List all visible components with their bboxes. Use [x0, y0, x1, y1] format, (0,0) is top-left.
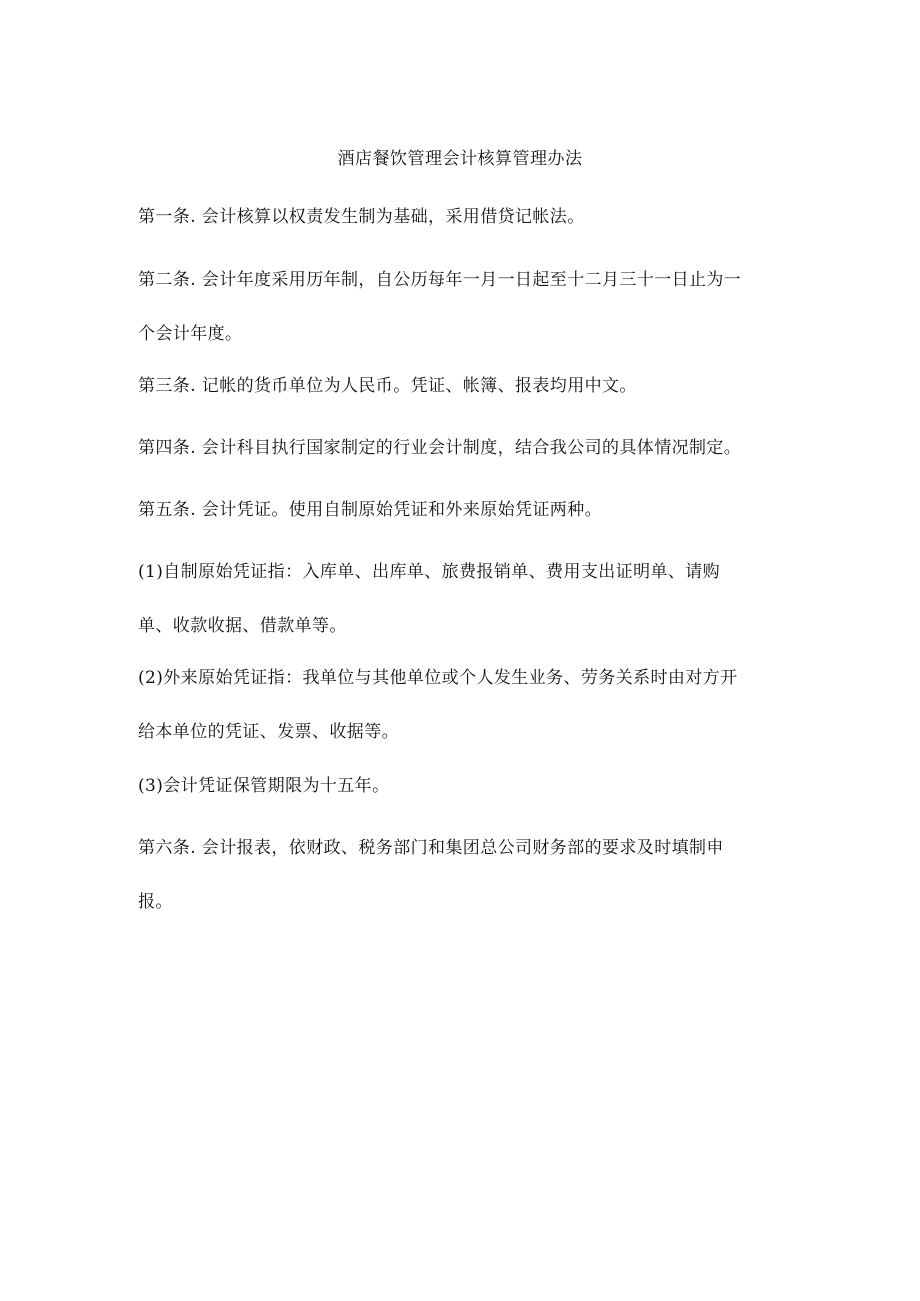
- article-1: [138, 190, 788, 244]
- article-6-line-1: 第六条. 会计报表，依财政、税务部门和集团总公司财务部的要求及时填制申: [138, 838, 724, 858]
- article-2: [138, 253, 788, 361]
- article-6-line-2: 报。: [138, 892, 173, 912]
- article-4-line-1: 第四条. 会计科目执行国家制定的行业会计制度，结合我公司的具体情况制定。: [138, 438, 742, 458]
- article-4: [138, 421, 788, 475]
- article-5-line-1: 第五条. 会计凭证。使用自制原始凭证和外来原始凭证两种。: [138, 500, 603, 520]
- clause-1-line-1: (1)自制原始凭证指：入库单、出库单、旅费报销单、费用支出证明单、请购: [138, 562, 721, 582]
- clause-3: [138, 759, 788, 813]
- clause-1: [138, 545, 788, 653]
- article-6: [138, 821, 788, 929]
- document-title: 酒店餐饮管理会计核算管理办法: [337, 149, 583, 169]
- article-2-line-1: 第二条. 会计年度采用历年制，自公历每年一月一日起至十二月三十一日止为一: [138, 270, 742, 290]
- article-2-line-2: 个会计年度。: [138, 324, 243, 344]
- article-3-line-1: 第三条. 记帐的货币单位为人民币。凭证、帐簿、报表均用中文。: [138, 376, 637, 396]
- clause-3-line-1: (3)会计凭证保管期限为十五年。: [138, 776, 390, 796]
- clause-2: [138, 651, 788, 759]
- article-3: [138, 359, 788, 413]
- article-1-line-1: 第一条. 会计核算以权责发生制为基础，采用借贷记帐法。: [138, 207, 585, 227]
- clause-1-line-2: 单、收款收据、借款单等。: [138, 616, 347, 636]
- clause-2-line-2: 给本单位的凭证、发票、收据等。: [138, 722, 399, 742]
- article-5: [138, 483, 788, 537]
- clause-2-line-1: (2)外来原始凭证指：我单位与其他单位或个人发生业务、劳务关系时由对方开: [138, 668, 738, 688]
